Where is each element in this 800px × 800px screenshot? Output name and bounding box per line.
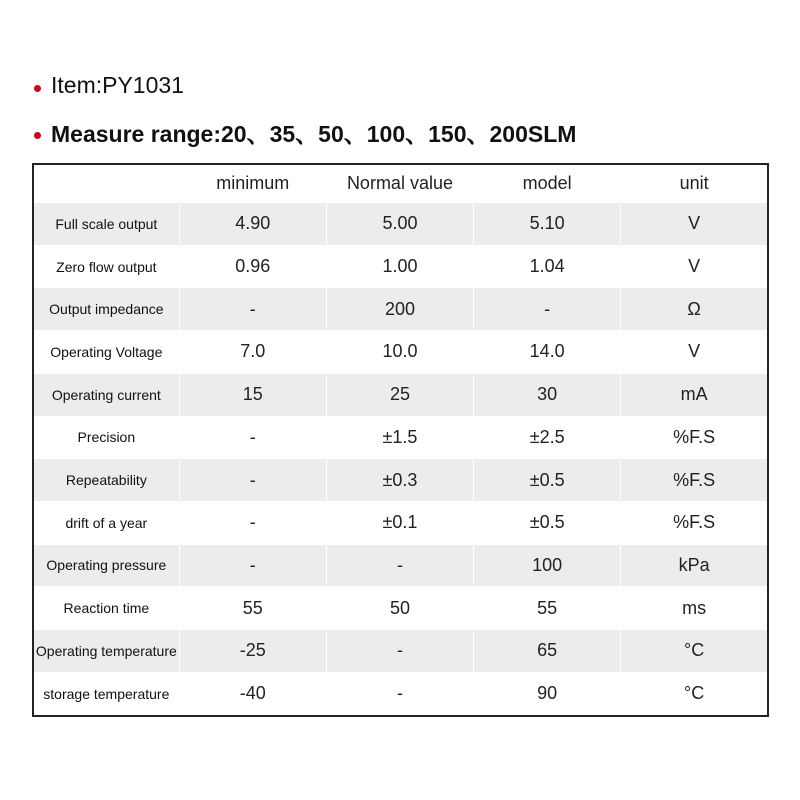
minimum-cell: 55	[179, 587, 326, 630]
unit-cell: Ω	[621, 288, 768, 331]
item-text: Item:PY1031	[51, 72, 184, 98]
minimum-cell: -	[179, 416, 326, 459]
row-label: Operating temperature	[33, 630, 179, 673]
minimum-cell: 7.0	[179, 331, 326, 374]
model-cell: 90	[474, 672, 621, 716]
table-row	[33, 459, 768, 502]
unit-cell: °C	[621, 672, 768, 716]
model-cell: ±2.5	[474, 416, 621, 459]
table-row	[33, 544, 768, 587]
minimum-cell: -40	[179, 672, 326, 716]
column-header-normal-value: Normal value	[326, 164, 473, 203]
table-row	[33, 672, 768, 716]
table-header-row	[33, 164, 768, 203]
minimum-cell: 4.90	[179, 203, 326, 246]
measure-range-heading	[34, 116, 576, 149]
table-row	[33, 416, 768, 459]
table-row	[33, 373, 768, 416]
unit-cell: %F.S	[621, 501, 768, 544]
minimum-cell: -	[179, 288, 326, 331]
minimum-cell: -	[179, 459, 326, 502]
table-row	[33, 587, 768, 630]
row-label: Repeatability	[33, 459, 179, 502]
normal-value-cell: -	[326, 672, 473, 716]
bullet-icon	[34, 132, 41, 139]
unit-cell: ms	[621, 587, 768, 630]
column-header-model: model	[474, 164, 621, 203]
model-cell: 14.0	[474, 331, 621, 374]
row-label: Operating current	[33, 373, 179, 416]
unit-cell: V	[621, 331, 768, 374]
row-label: Operating Voltage	[33, 331, 179, 374]
unit-cell: mA	[621, 373, 768, 416]
row-label: Operating pressure	[33, 544, 179, 587]
item-heading	[34, 72, 184, 99]
column-header-parameter	[33, 164, 179, 203]
minimum-cell: 0.96	[179, 245, 326, 288]
row-label: Reaction time	[33, 587, 179, 630]
model-cell: 55	[474, 587, 621, 630]
row-label: Output impedance	[33, 288, 179, 331]
minimum-cell: 15	[179, 373, 326, 416]
row-label: storage temperature	[33, 672, 179, 716]
normal-value-cell: ±1.5	[326, 416, 473, 459]
row-label: Zero flow output	[33, 245, 179, 288]
normal-value-cell: -	[326, 544, 473, 587]
table-row	[33, 331, 768, 374]
row-label: Full scale output	[33, 203, 179, 246]
normal-value-cell: 5.00	[326, 203, 473, 246]
normal-value-cell: 25	[326, 373, 473, 416]
model-cell: 65	[474, 630, 621, 673]
normal-value-cell: 10.0	[326, 331, 473, 374]
model-cell: 1.04	[474, 245, 621, 288]
unit-cell: %F.S	[621, 416, 768, 459]
minimum-cell: -	[179, 501, 326, 544]
model-cell: ±0.5	[474, 501, 621, 544]
normal-value-cell: 1.00	[326, 245, 473, 288]
normal-value-cell: ±0.1	[326, 501, 473, 544]
model-cell: 100	[474, 544, 621, 587]
minimum-cell: -25	[179, 630, 326, 673]
unit-cell: °C	[621, 630, 768, 673]
model-cell: ±0.5	[474, 459, 621, 502]
row-label: Precision	[33, 416, 179, 459]
model-cell: -	[474, 288, 621, 331]
table-row	[33, 501, 768, 544]
row-label: drift of a year	[33, 501, 179, 544]
unit-cell: %F.S	[621, 459, 768, 502]
table-row	[33, 203, 768, 246]
column-header-unit: unit	[621, 164, 768, 203]
unit-cell: kPa	[621, 544, 768, 587]
unit-cell: V	[621, 245, 768, 288]
bullet-icon	[34, 85, 41, 92]
normal-value-cell: ±0.3	[326, 459, 473, 502]
table-row	[33, 245, 768, 288]
minimum-cell: -	[179, 544, 326, 587]
measure-range-text: Measure range:20、35、50、100、150、200SLM	[51, 121, 577, 147]
unit-cell: V	[621, 203, 768, 246]
spec-table	[32, 163, 769, 717]
table-row	[33, 288, 768, 331]
model-cell: 5.10	[474, 203, 621, 246]
normal-value-cell: -	[326, 630, 473, 673]
model-cell: 30	[474, 373, 621, 416]
normal-value-cell: 50	[326, 587, 473, 630]
normal-value-cell: 200	[326, 288, 473, 331]
table-body	[33, 203, 768, 717]
column-header-minimum: minimum	[179, 164, 326, 203]
table-row	[33, 630, 768, 673]
